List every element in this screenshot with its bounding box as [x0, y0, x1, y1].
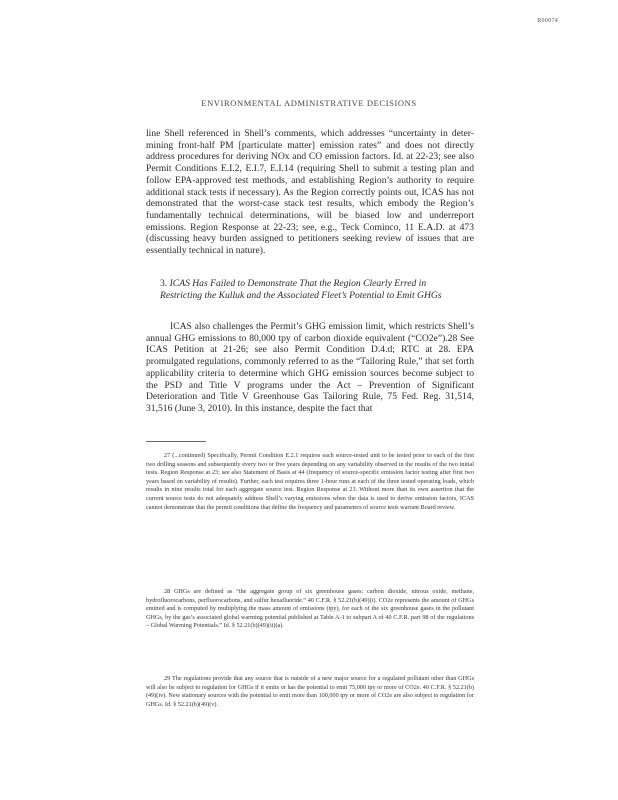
- footnote-27: 27 (...continued) Specifically, Permit Condition E.2.1 requires each source-tested unit to be tested prior to each of the first two drilling seasons and subsequently every two or five years depending on any variability observed in the results of the two initial tests. Region Response at 23; see also Statement of Basis at 44 (frequency of source-specific emission factor testing after first two years based on variability of results). Further, each test requires three 1-hour runs at each of the three tested operating loads, which results in nine results total for each aggregate source test. Region Response at 23. Without more than its own assertion that the current source tests do not adequately address Shell’s varying emissions when the data is used to derive emission factors, ICAS cannot demonstrate that the permit conditions that define the frequency and parameters of source tests warrant Board review.: [146, 452, 474, 511]
- footnote-28: 28 GHGs are defined as “the aggregate group of six greenhouse gases: carbon dioxide, nitrous oxide, methane, hydrofluorocarbons, perfluorocarbons, and sulfur hexafluoride.” 40 C.F.R. § 52.21(b)(49)(i). CO2e represents the amount of GHGs emitted and is computed by multiplying the mass amount of emissions (tpy), for each of the six greenhouse gases in the pollutant GHGs, by the gas’s associated global warming potential published at Table A-1 to subpart A of 40 C.F.R. part 98 of the regulations – Global Warming Potentials.” Id. § 52.21(b)(49)(ii)(a).: [146, 588, 474, 630]
- section-heading-number: 3.: [160, 278, 168, 289]
- section-heading-text: ICAS Has Failed to Demonstrate That the Region Clearly Erred in Restricting the Kulluk and the Associated Fleet’s Potential to Emit GHGs: [160, 278, 442, 301]
- body-paragraph-2: ICAS also challenges the Permit’s GHG emission limit, which restricts Shell’s annual GHG emissions to 80,000 tpy of carbon dioxide equivalent (“CO2e”).28 See ICAS Petition at 21-26; see also Permit Condition D.4.d; RTC at 28. EPA promulgated regulations, commonly referred to as the “Tailoring Rule,” that set forth applicability criteria to determine which GHG emission sources become subject to the PSD and Title V programs under the Act – Prevention of Significant Deterioration and Title V Greenhouse Gas Tailoring Rule, 75 Fed. Reg. 31,514, 31,516 (June 3, 2010). In this instance, despite the fact that: [146, 321, 474, 414]
- section-heading: [160, 278, 450, 301]
- page-id: R00074: [537, 18, 558, 24]
- footnote-29: 29 The regulations provide that any source that is outside of a new major source for a regulated pollutant other than GHGs will also be subject to regulation for GHGs if it emits or has the potential to emit 75,000 tpy or more of CO2e. 40 C.F.R. § 52.21(b)(49)(iv). New stationary sources with the potential to emit more than 100,000 tpy or more of CO2e are also subject to regulation for GHGs. Id. § 52.21(b)(49)(v).: [146, 675, 474, 708]
- running-head: ENVIRONMENTAL ADMINISTRATIVE DECISIONS: [201, 98, 417, 108]
- body-paragraph-1: line Shell referenced in Shell’s comments, which addresses “uncertainty in deter-mining front-half PM [particulate matter] emission rates” and does not directly address procedures for deriving NOx and CO emission factors. Id. at 22-23; see also Permit Conditions E.I.2, E.I.7, E.I.14 (requiring Shell to submit a testing plan and follow EPA-approved test methods, and establishing Region’s authority to require additional stack tests if necessary). As the Region correctly points out, ICAS has not demonstrated that the worst-case stack test results, which embody the Region’s fundamentally technical determinations, will be biased low and underreport emissions. Region Response at 22-23; see, e.g., Teck Cominco, 11 E.A.D. at 473 (discussing heavy burden assigned to petitioners seeking review of issues that are essentially technical in nature).: [146, 128, 474, 257]
- footnote-divider: [146, 441, 206, 442]
